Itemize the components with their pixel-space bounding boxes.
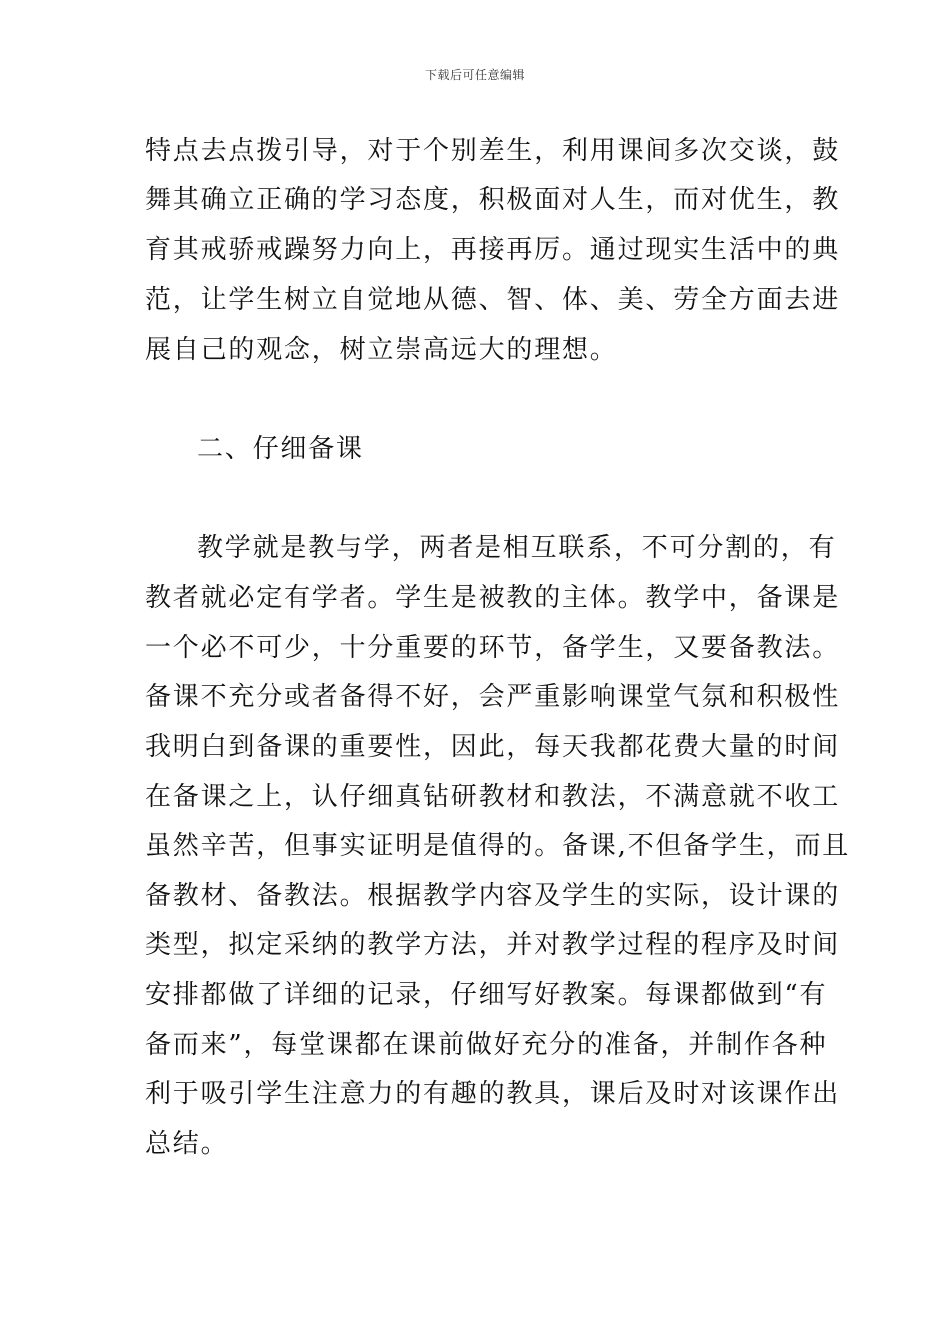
paragraph-line: 一个必不可少，十分重要的环节，备学生，又要备教法。	[145, 633, 841, 663]
paragraph-line: 备教材、备教法。根据教学内容及学生的实际，设计课的	[145, 881, 841, 911]
paragraph-line: 育其戒骄戒躁努力向上，再接再厉。通过现实生活中的典	[145, 235, 841, 265]
paragraph-line: 舞其确立正确的学习态度，积极面对人生，而对优生，教	[145, 185, 841, 215]
paragraph-line: 总结。	[145, 1129, 229, 1159]
paragraph-line: 范，让学生树立自觉地从德、智、体、美、劳全方面去进	[145, 285, 841, 315]
paragraph-line: 利于吸引学生注意力的有趣的教具，课后及时对该课作出	[145, 1079, 841, 1109]
paragraph-line: 我明白到备课的重要性，因此，每天我都花费大量的时间	[145, 732, 841, 762]
paragraph-line: 教学就是教与学，两者是相互联系，不可分割的，有	[197, 533, 837, 563]
paragraph-line: 教者就必定有学者。学生是被教的主体。教学中，备课是	[145, 583, 841, 613]
section-heading: 二、仔细备课	[197, 434, 364, 464]
paragraph-line: 安排都做了详细的记录，仔细写好教案。每课都做到“有	[145, 980, 828, 1010]
paragraph-line: 类型，拟定采纳的教学方法，并对教学过程的程序及时间	[145, 930, 841, 960]
page-header-note: 下载后可任意编辑	[424, 68, 525, 82]
paragraph-line: 备课不充分或者备得不好，会严重影响课堂气氛和积极性	[145, 682, 841, 712]
paragraph-line: 展自己的观念，树立崇高远大的理想。	[145, 335, 618, 365]
paragraph-line: 虽然辛苦，但事实证明是值得的。备课,不但备学生，而且	[145, 831, 851, 861]
paragraph-line: 备而来”，每堂课都在课前做好充分的准备，并制作各种	[145, 1030, 828, 1060]
paragraph-line: 在备课之上，认仔细真钻研教材和教法，不满意就不收工	[145, 782, 841, 812]
paragraph-line: 特点去点拨引导，对于个别差生，利用课间多次交谈，鼓	[145, 136, 841, 166]
